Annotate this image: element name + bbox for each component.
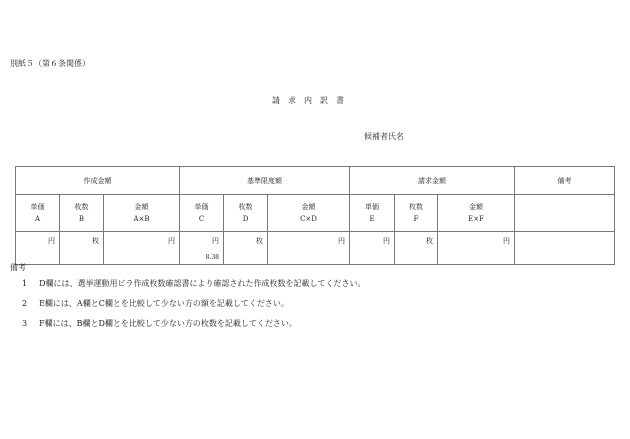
note-number: 3 bbox=[22, 319, 28, 328]
value-cell[interactable] bbox=[16, 232, 60, 265]
subheader-label: 金額 bbox=[469, 203, 483, 211]
annex-label: 別紙５（第６条関係） bbox=[10, 59, 90, 68]
unit-label: 円 bbox=[168, 237, 175, 245]
remarks-cell bbox=[515, 195, 615, 232]
subheader-code: E bbox=[369, 215, 375, 223]
value-cell[interactable] bbox=[350, 232, 395, 265]
subheader-code: E×F bbox=[468, 215, 484, 223]
subheader-label: 枚数 bbox=[409, 203, 423, 211]
unit-label: 枚 bbox=[92, 237, 99, 245]
unit-label: 円 bbox=[212, 237, 219, 245]
group-header: 基準限度額 bbox=[180, 167, 350, 195]
note-item bbox=[22, 298, 289, 309]
subheader-label: 単価 bbox=[365, 203, 379, 211]
c-value: 8.38 bbox=[205, 254, 219, 261]
subheader-label: 単価 bbox=[194, 203, 209, 211]
notes-heading: 備考 bbox=[10, 263, 26, 272]
unit-label: 円 bbox=[383, 237, 390, 245]
value-cell[interactable] bbox=[395, 232, 438, 265]
subheader-code: C×D bbox=[300, 215, 317, 223]
unit-label: 円 bbox=[503, 237, 510, 245]
subheader-code: C bbox=[198, 215, 205, 223]
subheader-label: 枚数 bbox=[74, 203, 89, 211]
subheader-label: 枚数 bbox=[238, 203, 253, 211]
note-text: E欄には、A欄とC欄とを比較して少ない方の額を記載してください。 bbox=[39, 299, 289, 308]
breakdown-table bbox=[15, 166, 615, 265]
subheader-cell bbox=[224, 195, 268, 232]
subheader-cell bbox=[60, 195, 104, 232]
unit-label: 円 bbox=[338, 237, 345, 245]
value-cell[interactable] bbox=[438, 232, 515, 265]
unit-label: 枚 bbox=[256, 237, 263, 245]
subheader-cell bbox=[180, 195, 224, 232]
unit-label: 枚 bbox=[426, 237, 433, 245]
group-header: 作成金額 bbox=[16, 167, 180, 195]
subheader-cell bbox=[350, 195, 395, 232]
subheader-label: 金額 bbox=[301, 203, 316, 211]
subheader-label: 金額 bbox=[134, 203, 149, 211]
unit-label: 円 bbox=[48, 237, 55, 245]
note-item bbox=[22, 318, 297, 329]
note-number: 2 bbox=[22, 299, 28, 308]
subheader-code: F bbox=[413, 215, 419, 223]
value-cell[interactable] bbox=[268, 232, 350, 265]
subheader-code: D bbox=[242, 215, 249, 223]
subheader-cell bbox=[395, 195, 438, 232]
note-text: F欄には、B欄とD欄とを比較して少ない方の枚数を記載してください。 bbox=[39, 319, 297, 328]
subheader-cell bbox=[268, 195, 350, 232]
subheader-cell bbox=[16, 195, 60, 232]
subheader-cell bbox=[104, 195, 180, 232]
group-header: 請求金額 bbox=[350, 167, 515, 195]
value-cell[interactable] bbox=[60, 232, 104, 265]
note-item bbox=[22, 278, 366, 289]
note-number: 1 bbox=[22, 279, 28, 288]
page-title: 請 求 内 訳 書 bbox=[272, 96, 344, 105]
subheader-cell bbox=[438, 195, 515, 232]
value-cell[interactable] bbox=[104, 232, 180, 265]
value-cell[interactable] bbox=[224, 232, 268, 265]
note-text: D欄には、選挙運動用ビラ作成枚数確認書により確認された作成枚数を記載してください。 bbox=[39, 279, 366, 288]
subheader-label: 単価 bbox=[30, 203, 45, 211]
group-header: 備考 bbox=[515, 167, 615, 195]
subheader-code: A bbox=[34, 215, 41, 223]
remarks-cell[interactable] bbox=[515, 232, 615, 265]
candidate-name-label: 候補者氏名 bbox=[364, 132, 404, 141]
value-cell[interactable] bbox=[180, 232, 224, 265]
subheader-code: B bbox=[78, 215, 85, 223]
subheader-code: A×B bbox=[133, 215, 150, 223]
